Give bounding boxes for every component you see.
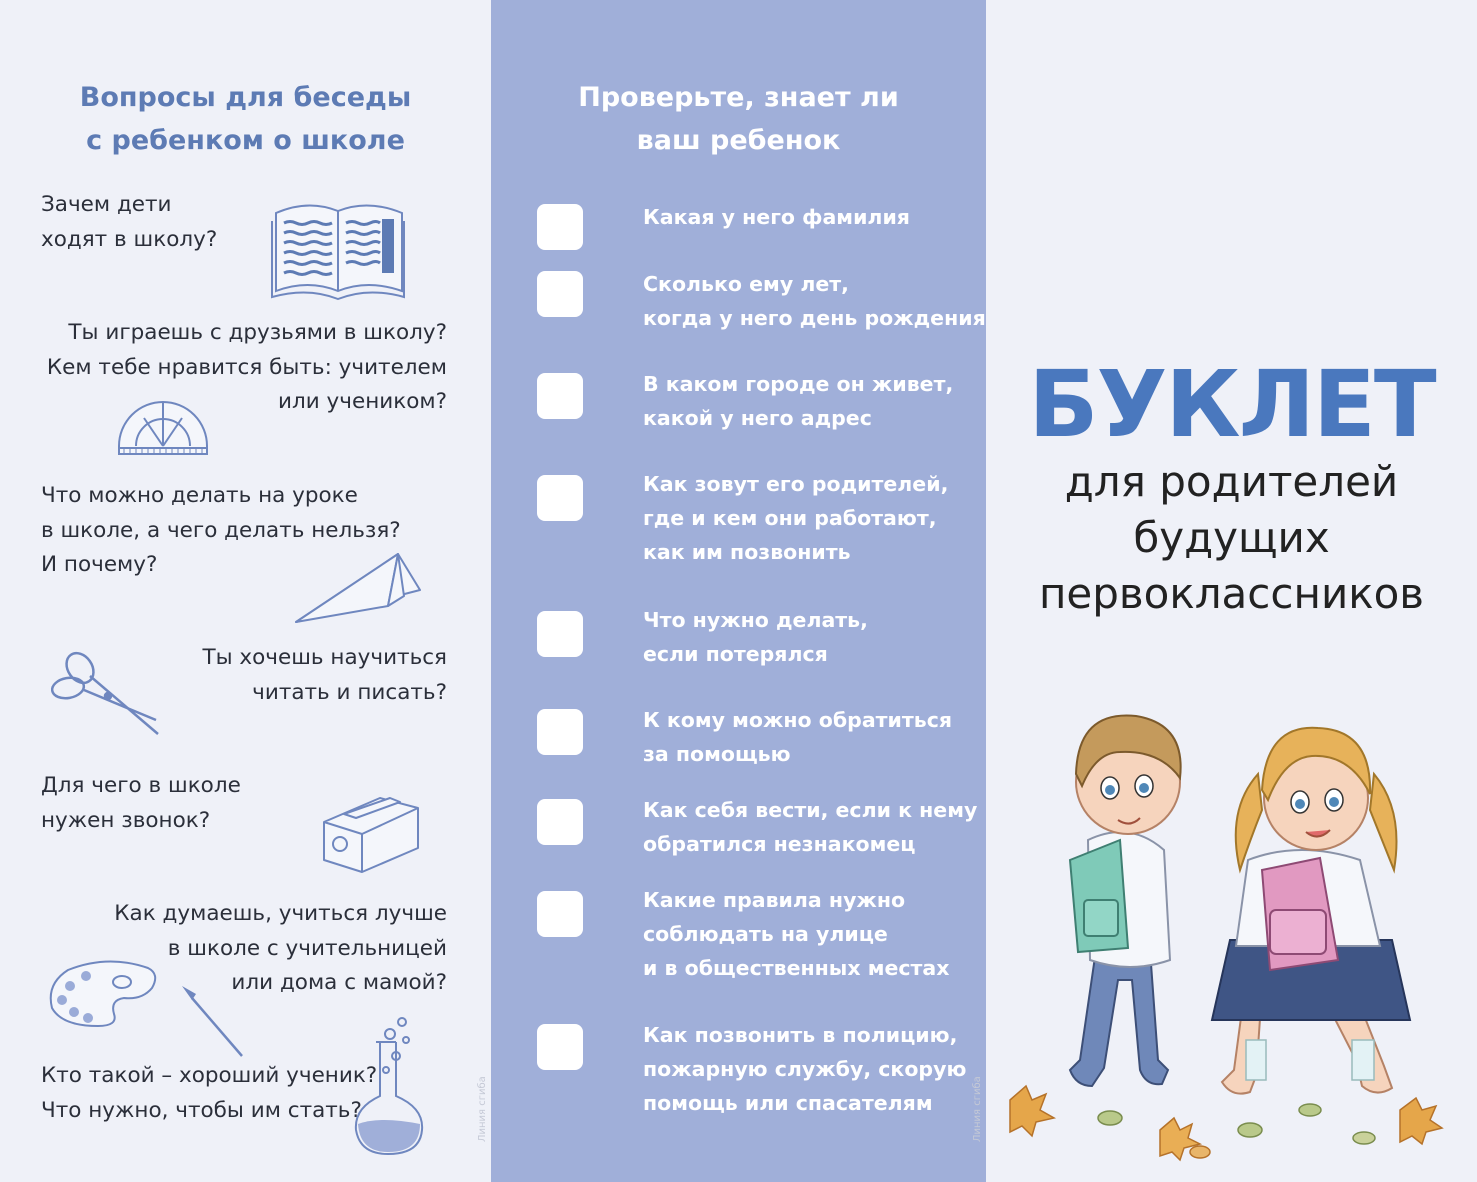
- brush-icon: [178, 984, 248, 1060]
- flask-icon: [350, 1012, 430, 1158]
- check-item-text: Сколько ему лет, когда у него день рождения: [643, 272, 986, 330]
- checkbox[interactable]: [537, 373, 583, 419]
- question-7: Кто такой – хороший ученик? Что нужно, чтобы им стать?: [41, 1063, 378, 1123]
- girl-figure: [1212, 728, 1410, 1094]
- checkbox[interactable]: [537, 891, 583, 937]
- book-icon: [268, 193, 408, 305]
- check-item-text: К кому можно обратиться за помощью: [643, 708, 953, 766]
- leaves-icon: [1010, 1086, 1442, 1160]
- fold-mark-left: Линия сгиба: [477, 1076, 488, 1142]
- question-3: Что можно делать на уроке в школе, а чего делать нельзя? И почему?: [41, 483, 401, 577]
- fold-mark-right: Линия сгиба: [972, 1076, 983, 1142]
- checkbox[interactable]: [537, 204, 583, 250]
- question-5: Для чего в школе нужен звонок?: [41, 773, 241, 833]
- checkbox[interactable]: [537, 799, 583, 845]
- question-2: Ты играешь с друзьями в школу? Кем тебе нравится быть: учителем или учеником?: [46, 320, 447, 414]
- boy-figure: [1070, 715, 1181, 1086]
- check-item-text: Как позвонить в полицию, пожарную службу, скорую помощь или спасателям: [643, 1023, 967, 1115]
- left-heading: Вопросы для беседы с ребенком о школе: [79, 82, 412, 156]
- question-6: Как думаешь, учиться лучше в школе с учительницей или дома с мамой?: [114, 901, 447, 995]
- check-item-text: Как себя вести, если к нему обратился незнакомец: [643, 798, 978, 856]
- checkbox[interactable]: [537, 271, 583, 317]
- children-illustration: [1000, 690, 1476, 1170]
- booklet-subtitle: для родителей будущих первоклассников: [1038, 457, 1425, 618]
- check-item-text: В каком городе он живет, какой у него адрес: [643, 372, 954, 430]
- question-1: Зачем дети ходят в школу?: [41, 192, 218, 252]
- check-item-text: Какая у него фамилия: [643, 205, 910, 229]
- checkbox[interactable]: [537, 709, 583, 755]
- paper-plane-icon: [292, 550, 422, 626]
- protractor-icon: [116, 396, 210, 458]
- question-4: Ты хочешь научиться читать и писать?: [202, 645, 447, 705]
- middle-heading: Проверьте, знает ли ваш ребенок: [578, 82, 899, 156]
- checkbox[interactable]: [537, 1024, 583, 1070]
- check-item-text: Какие правила нужно соблюдать на улице и в общественных местах: [643, 888, 950, 980]
- palette-icon: [48, 960, 160, 1030]
- middle-panel: [477, 0, 986, 1182]
- checkbox[interactable]: [537, 611, 583, 657]
- left-panel: [0, 0, 491, 1182]
- check-item-text: Как зовут его родителей, где и кем они работают, как им позвонить: [643, 472, 949, 564]
- scissors-icon: [50, 648, 162, 740]
- right-panel: [972, 0, 1477, 1182]
- booklet-title: БУКЛЕТ: [1028, 351, 1435, 458]
- sharpener-icon: [320, 786, 422, 874]
- checkbox[interactable]: [537, 475, 583, 521]
- check-item-text: Что нужно делать, если потерялся: [643, 608, 868, 666]
